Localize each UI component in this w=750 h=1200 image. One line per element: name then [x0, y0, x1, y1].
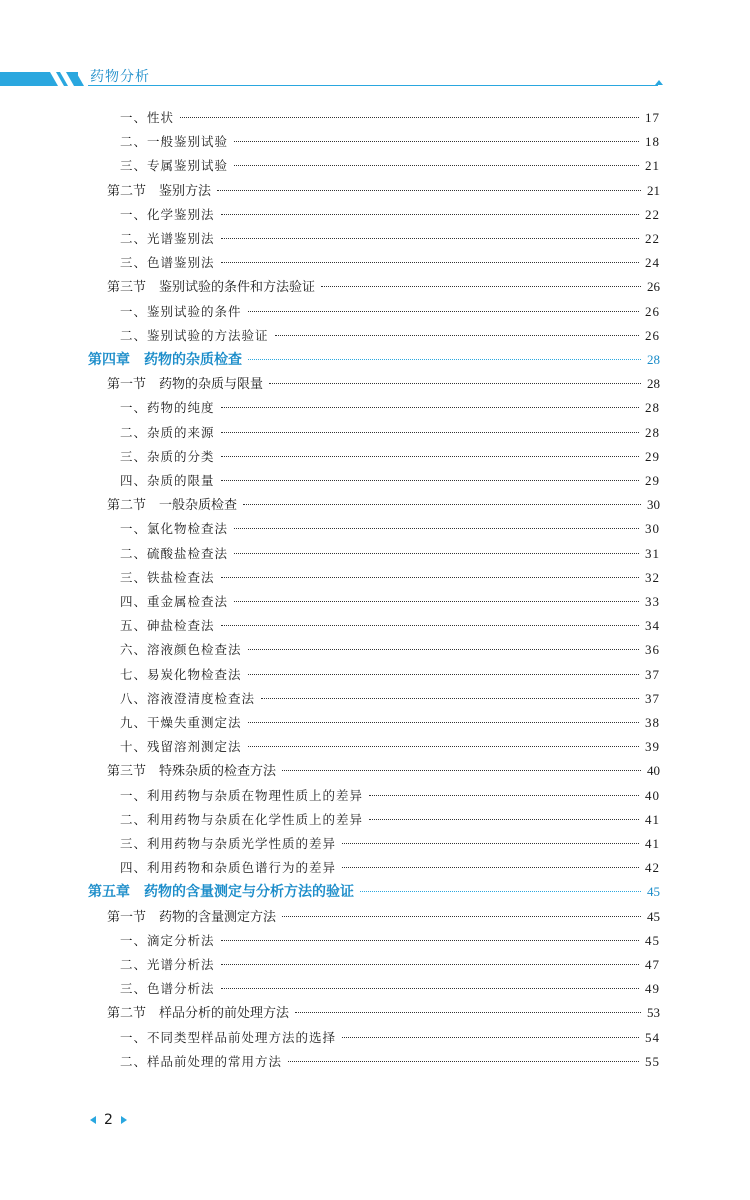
toc-item-entry[interactable] — [120, 423, 660, 443]
toc-item-entry[interactable] — [120, 592, 660, 612]
toc-entry-page: 28 — [645, 424, 660, 440]
leader-dots — [369, 819, 639, 820]
toc-entry-page: 53 — [647, 1005, 660, 1021]
toc-entry-page: 22 — [645, 206, 660, 222]
next-page-icon[interactable] — [121, 1116, 127, 1124]
leader-dots — [261, 698, 639, 699]
leader-dots — [282, 770, 641, 771]
toc-entry-label: 第二节 鉴别方法 — [107, 183, 212, 199]
toc-entry-label: 四、重金属检查法 — [120, 594, 229, 609]
leader-dots — [234, 165, 639, 166]
toc-entry-page: 45 — [647, 908, 660, 924]
leader-dots — [180, 117, 639, 118]
toc-entry-label: 二、杂质的来源 — [120, 424, 215, 440]
toc-section-entry[interactable] — [107, 1003, 660, 1023]
leader-dots — [288, 1061, 639, 1062]
toc-entry-page: 28 — [645, 400, 660, 416]
toc-item-entry[interactable] — [120, 519, 660, 539]
toc-item-entry[interactable] — [120, 326, 660, 346]
toc-entry-label: 第一节 药物的含量测定方法 — [107, 909, 277, 925]
toc-entry-label: 三、专属鉴别试验 — [120, 158, 229, 174]
toc-entry-label: 一、不同类型样品前处理方法的选择 — [120, 1029, 337, 1045]
toc-entry-page: 29 — [645, 448, 660, 464]
toc-entry-label: 二、鉴别试验的方法验证 — [120, 327, 269, 343]
toc-entry-label: 第五章 药物的含量测定与分析方法的验证 — [88, 884, 354, 901]
toc-entry-label: 一、药物的纯度 — [120, 400, 215, 416]
leader-dots — [243, 504, 641, 505]
leader-dots — [248, 311, 639, 312]
toc-entry-page: 45 — [647, 884, 660, 900]
toc-entry-label: 八、溶液澄清度检查法 — [120, 690, 256, 706]
toc-entry-page: 29 — [645, 473, 660, 488]
toc-section-entry[interactable] — [107, 181, 660, 201]
leader-dots — [342, 1037, 639, 1038]
toc-item-entry[interactable] — [120, 253, 660, 273]
toc-item-entry[interactable] — [120, 640, 660, 660]
toc-item-entry[interactable] — [120, 229, 660, 249]
leader-dots — [248, 674, 639, 675]
toc-chapter-entry[interactable] — [88, 882, 660, 902]
toc-entry-label: 第二节 样品分析的前处理方法 — [107, 1006, 290, 1022]
leader-dots — [248, 359, 641, 360]
toc-entry-page: 21 — [647, 182, 660, 198]
page-number: 2 — [104, 1112, 113, 1128]
toc-item-entry[interactable] — [120, 955, 660, 975]
leader-dots — [221, 238, 639, 239]
leader-dots — [221, 262, 639, 263]
leader-dots — [221, 407, 639, 408]
toc-entry-label: 一、利用药物与杂质在物理性质上的差异 — [120, 787, 364, 803]
toc-entry-page: 36 — [645, 642, 660, 658]
toc-section-entry[interactable] — [107, 374, 660, 394]
toc-section-entry[interactable] — [107, 277, 660, 297]
toc-item-entry[interactable] — [120, 108, 660, 128]
toc-entry-label: 第三节 鉴别试验的条件和方法验证 — [107, 280, 316, 296]
toc-entry-page: 49 — [645, 981, 660, 997]
leader-dots — [321, 286, 641, 287]
toc-item-entry[interactable] — [120, 302, 660, 322]
toc-entry-page: 26 — [645, 303, 660, 319]
leader-dots — [234, 601, 639, 602]
leader-dots — [275, 335, 639, 336]
leader-dots — [342, 867, 639, 868]
header-title: 药物分析 — [90, 69, 150, 85]
leader-dots — [221, 940, 639, 941]
header-rule — [88, 85, 658, 86]
toc-entry-label: 二、样品前处理的常用方法 — [120, 1053, 283, 1069]
toc-entry-page: 41 — [645, 836, 660, 851]
toc-entry-page: 34 — [645, 618, 660, 634]
toc-entry-label: 二、光谱鉴别法 — [120, 231, 215, 246]
toc-item-entry[interactable] — [120, 1052, 660, 1072]
toc-entry-page: 30 — [647, 497, 660, 513]
toc-item-entry[interactable] — [120, 398, 660, 418]
leader-dots — [221, 456, 639, 457]
toc-entry-page: 28 — [647, 352, 660, 367]
toc-entry-page: 45 — [645, 932, 660, 948]
leader-dots — [234, 553, 639, 554]
toc-entry-label: 三、利用药物与杂质光学性质的差异 — [120, 836, 337, 851]
toc-entry-page: 22 — [645, 231, 660, 246]
toc-entry-page: 37 — [645, 666, 660, 682]
toc-entry-label: 一、化学鉴别法 — [120, 206, 215, 222]
leader-dots — [248, 746, 639, 747]
toc-entry-label: 二、硫酸盐检查法 — [120, 545, 229, 561]
toc-item-entry[interactable] — [120, 205, 660, 225]
toc-entry-page: 30 — [645, 521, 660, 537]
toc-entry-page: 17 — [645, 110, 660, 125]
toc-item-entry[interactable] — [120, 810, 660, 830]
leader-dots — [221, 214, 639, 215]
toc-entry-label: 一、鉴别试验的条件 — [120, 303, 242, 319]
toc-entry-label: 三、铁盐检查法 — [120, 569, 215, 585]
toc-entry-label: 五、砷盐检查法 — [120, 618, 215, 634]
toc-item-entry[interactable] — [120, 931, 660, 951]
toc-entry-page: 39 — [645, 739, 660, 755]
toc-item-entry[interactable] — [120, 132, 660, 152]
toc-entry-page: 31 — [645, 545, 660, 561]
leader-dots — [221, 964, 639, 965]
toc-entry-page: 28 — [647, 376, 660, 392]
toc-entry-page: 24 — [645, 255, 660, 271]
leader-dots — [282, 916, 641, 917]
toc-item-entry[interactable] — [120, 568, 660, 588]
toc-entry-page: 21 — [645, 158, 660, 174]
toc-item-entry[interactable] — [120, 471, 660, 491]
toc-entry-page: 38 — [645, 715, 660, 730]
toc-item-entry[interactable] — [120, 834, 660, 854]
leader-dots — [342, 843, 639, 844]
toc-entry-page: 40 — [645, 787, 660, 803]
toc-section-entry[interactable] — [107, 495, 660, 515]
toc-entry-label: 三、杂质的分类 — [120, 448, 215, 464]
toc-entry-label: 六、溶液颜色检查法 — [120, 642, 242, 658]
toc-chapter-entry[interactable] — [88, 350, 660, 370]
toc-entry-page: 42 — [645, 860, 660, 876]
toc-entry-page: 47 — [645, 957, 660, 972]
toc-item-entry[interactable] — [120, 1028, 660, 1048]
toc-entry-page: 40 — [647, 763, 660, 779]
toc-entry-label: 第二节 一般杂质检查 — [107, 498, 238, 514]
toc-entry-label: 一、性状 — [120, 110, 175, 125]
toc-entry-label: 四、利用药物和杂质色谱行为的差异 — [120, 860, 337, 876]
page-footer — [90, 1112, 127, 1128]
toc-entry-label: 第一节 药物的杂质与限量 — [107, 377, 264, 393]
toc-item-entry[interactable] — [120, 737, 660, 757]
toc-item-entry[interactable] — [120, 616, 660, 636]
leader-dots — [248, 722, 639, 723]
toc-entry-page: 26 — [647, 279, 660, 295]
leader-dots — [269, 383, 641, 384]
toc-entry-page: 37 — [645, 690, 660, 706]
header-triangle-icon — [655, 80, 663, 85]
toc-entry-label: 第三节 特殊杂质的检查方法 — [107, 764, 277, 780]
page-header — [0, 0, 750, 95]
toc-item-entry[interactable] — [120, 713, 660, 733]
toc-entry-label: 三、色谱分析法 — [120, 981, 215, 997]
toc-entry-label: 二、利用药物与杂质在化学性质上的差异 — [120, 811, 364, 827]
prev-page-icon[interactable] — [90, 1116, 96, 1124]
leader-dots — [221, 577, 639, 578]
toc-entry-page: 32 — [645, 569, 660, 585]
leader-dots — [221, 480, 639, 481]
toc-item-entry[interactable] — [120, 447, 660, 467]
toc-item-entry[interactable] — [120, 544, 660, 564]
toc-entry-label: 四、杂质的限量 — [120, 473, 215, 488]
toc-entry-label: 九、干燥失重测定法 — [120, 715, 242, 730]
toc-entry-page: 54 — [645, 1029, 660, 1045]
toc-item-entry[interactable] — [120, 665, 660, 685]
header-stripes-icon — [50, 72, 90, 86]
leader-dots — [295, 1012, 641, 1013]
toc-entry-page: 26 — [645, 327, 660, 343]
leader-dots — [369, 795, 639, 796]
leader-dots — [360, 891, 641, 892]
toc-item-entry[interactable] — [120, 979, 660, 999]
toc-entry-label: 一、滴定分析法 — [120, 932, 215, 948]
toc-entry-page: 33 — [645, 594, 660, 609]
leader-dots — [221, 988, 639, 989]
toc-entry-page: 55 — [645, 1053, 660, 1069]
toc-entry-page: 41 — [645, 811, 660, 827]
toc-item-entry[interactable] — [120, 858, 660, 878]
toc-entry-label: 十、残留溶剂测定法 — [120, 739, 242, 755]
toc-item-entry[interactable] — [120, 786, 660, 806]
leader-dots — [234, 528, 639, 529]
leader-dots — [221, 625, 639, 626]
toc-entry-label: 二、一般鉴别试验 — [120, 134, 229, 150]
toc-entry-label: 一、氯化物检查法 — [120, 521, 229, 537]
toc-entry-label: 三、色谱鉴别法 — [120, 255, 215, 271]
leader-dots — [248, 649, 639, 650]
leader-dots — [234, 141, 639, 142]
toc-section-entry[interactable] — [107, 907, 660, 927]
toc-section-entry[interactable] — [107, 761, 660, 781]
toc-entry-label: 二、光谱分析法 — [120, 957, 215, 972]
toc-entry-label: 第四章 药物的杂质检查 — [88, 352, 242, 368]
toc-entry-label: 七、易炭化物检查法 — [120, 666, 242, 682]
leader-dots — [221, 432, 639, 433]
toc-entry-page: 18 — [645, 134, 660, 150]
toc-item-entry[interactable] — [120, 156, 660, 176]
toc-item-entry[interactable] — [120, 689, 660, 709]
leader-dots — [217, 190, 641, 191]
